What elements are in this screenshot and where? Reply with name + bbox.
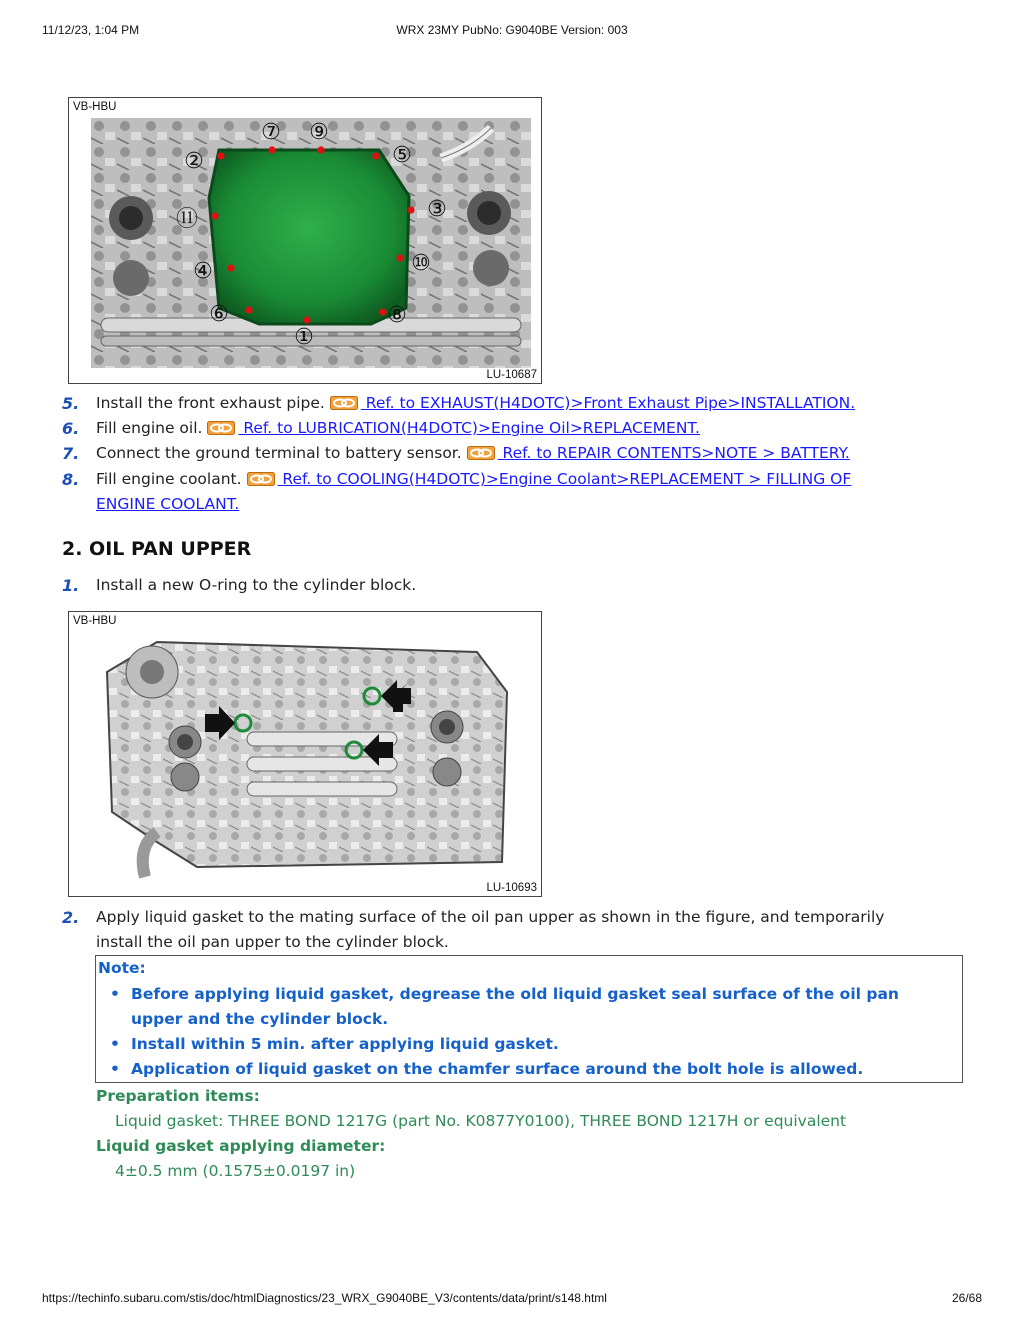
- callout-5: ⑤: [392, 143, 412, 168]
- step-6: [62, 416, 962, 441]
- print-datetime: 11/12/23, 1:04 PM: [42, 23, 140, 37]
- note-item-text: upper and the cylinder block.: [131, 1010, 389, 1028]
- callout-7: ⑦: [261, 120, 281, 145]
- reference-link-icon[interactable]: [330, 393, 358, 407]
- callout-1: ①: [294, 325, 314, 350]
- note-item: [110, 1032, 955, 1057]
- bullet-icon: •: [110, 1035, 120, 1053]
- figure-top-label: VB-HBU: [73, 101, 117, 113]
- step-1: [62, 573, 962, 598]
- figure-top-label: VB-HBU: [73, 615, 117, 627]
- reference-link[interactable]: Ref. to EXHAUST(H4DOTC)>Front Exhaust Pipe>INSTALLATION.: [360, 394, 856, 412]
- step-5: [62, 391, 962, 416]
- print-url: https://techinfo.subaru.com/stis/doc/htmlDiagnostics/23_WRX_G9040BE_V3/contents/data/print/s148.html: [42, 1291, 607, 1305]
- page-number: 26/68: [951, 1291, 982, 1305]
- step-number: 6.: [62, 419, 80, 438]
- bullet-icon: •: [110, 1060, 120, 1078]
- step-number: 5.: [62, 394, 80, 413]
- callout-8: ⑧: [387, 303, 407, 328]
- note-item: [110, 982, 955, 1032]
- step-number: 7.: [62, 444, 80, 463]
- reference-link[interactable]: Ref. to COOLING(H4DOTC)>Engine Coolant>REPLACEMENT > FILLING OF: [277, 470, 852, 488]
- callout-2: ②: [184, 149, 204, 174]
- callout-3: ③: [427, 197, 447, 222]
- reference-link-icon[interactable]: [207, 418, 235, 432]
- figure-oil-pan-lower: [68, 97, 542, 384]
- preparation-text: Liquid gasket: THREE BOND 1217G (part No. K0877Y0100), THREE BOND 1217H or equivalent: [115, 1112, 847, 1130]
- callout-9: ⑨: [309, 120, 329, 145]
- step-text: Install the front exhaust pipe.: [96, 394, 325, 412]
- reference-link-icon[interactable]: [467, 443, 495, 457]
- gasket-area: [209, 150, 409, 324]
- note-item-text: Application of liquid gasket on the chamfer surface around the bolt hole is allowed.: [131, 1060, 864, 1078]
- figure-bottom-label: LU-10693: [486, 882, 537, 894]
- callout-11: ⑪: [175, 207, 199, 232]
- step-number: 8.: [62, 470, 80, 489]
- step-2: [62, 905, 962, 955]
- engine-oil-pan-illustration: [91, 118, 531, 368]
- print-title: WRX 23MY PubNo: G9040BE Version: 003: [396, 23, 628, 37]
- step-8: [62, 467, 962, 517]
- note-item: [110, 1057, 955, 1082]
- callout-4: ④: [193, 259, 213, 284]
- step-text: Fill engine oil.: [96, 419, 203, 437]
- step-text-line2: install the oil pan upper to the cylinder block.: [96, 933, 449, 951]
- reference-link[interactable]: Ref. to LUBRICATION(H4DOTC)>Engine Oil>REPLACEMENT.: [238, 419, 700, 437]
- step-number: 2.: [62, 908, 80, 927]
- step-text: Fill engine coolant.: [96, 470, 242, 488]
- step-7: [62, 441, 962, 466]
- reference-link-continued[interactable]: ENGINE COOLANT.: [96, 495, 240, 513]
- note-item-text: Install within 5 min. after applying liquid gasket.: [131, 1035, 559, 1053]
- step-text: Install a new O-ring to the cylinder block.: [96, 576, 417, 594]
- step-number: 1.: [62, 576, 80, 595]
- cylinder-block-illustration: [97, 632, 517, 882]
- diameter-text: 4±0.5 mm (0.1575±0.0197 in): [115, 1162, 356, 1180]
- preparation-heading: Preparation items:: [96, 1087, 260, 1105]
- figure-bottom-label: LU-10687: [486, 369, 537, 381]
- note-title: Note:: [98, 959, 146, 977]
- reference-link-icon[interactable]: [247, 469, 275, 483]
- diameter-heading: Liquid gasket applying diameter:: [96, 1137, 386, 1155]
- note-box: [95, 955, 963, 1083]
- step-text: Connect the ground terminal to battery sensor.: [96, 444, 462, 462]
- section-title: 2. OIL PAN UPPER: [62, 538, 252, 560]
- step-text-line1: Apply liquid gasket to the mating surface of the oil pan upper as shown in the figure, and temporarily: [96, 908, 885, 926]
- callout-6: ⑥: [209, 302, 229, 327]
- note-item-text: Before applying liquid gasket, degrease the old liquid gasket seal surface of the oil pan: [131, 985, 899, 1003]
- reference-link[interactable]: Ref. to REPAIR CONTENTS>NOTE > BATTERY.: [497, 444, 850, 462]
- bullet-icon: •: [110, 985, 120, 1003]
- figure-cylinder-block: [68, 611, 542, 897]
- callout-10: ⑩: [411, 251, 431, 276]
